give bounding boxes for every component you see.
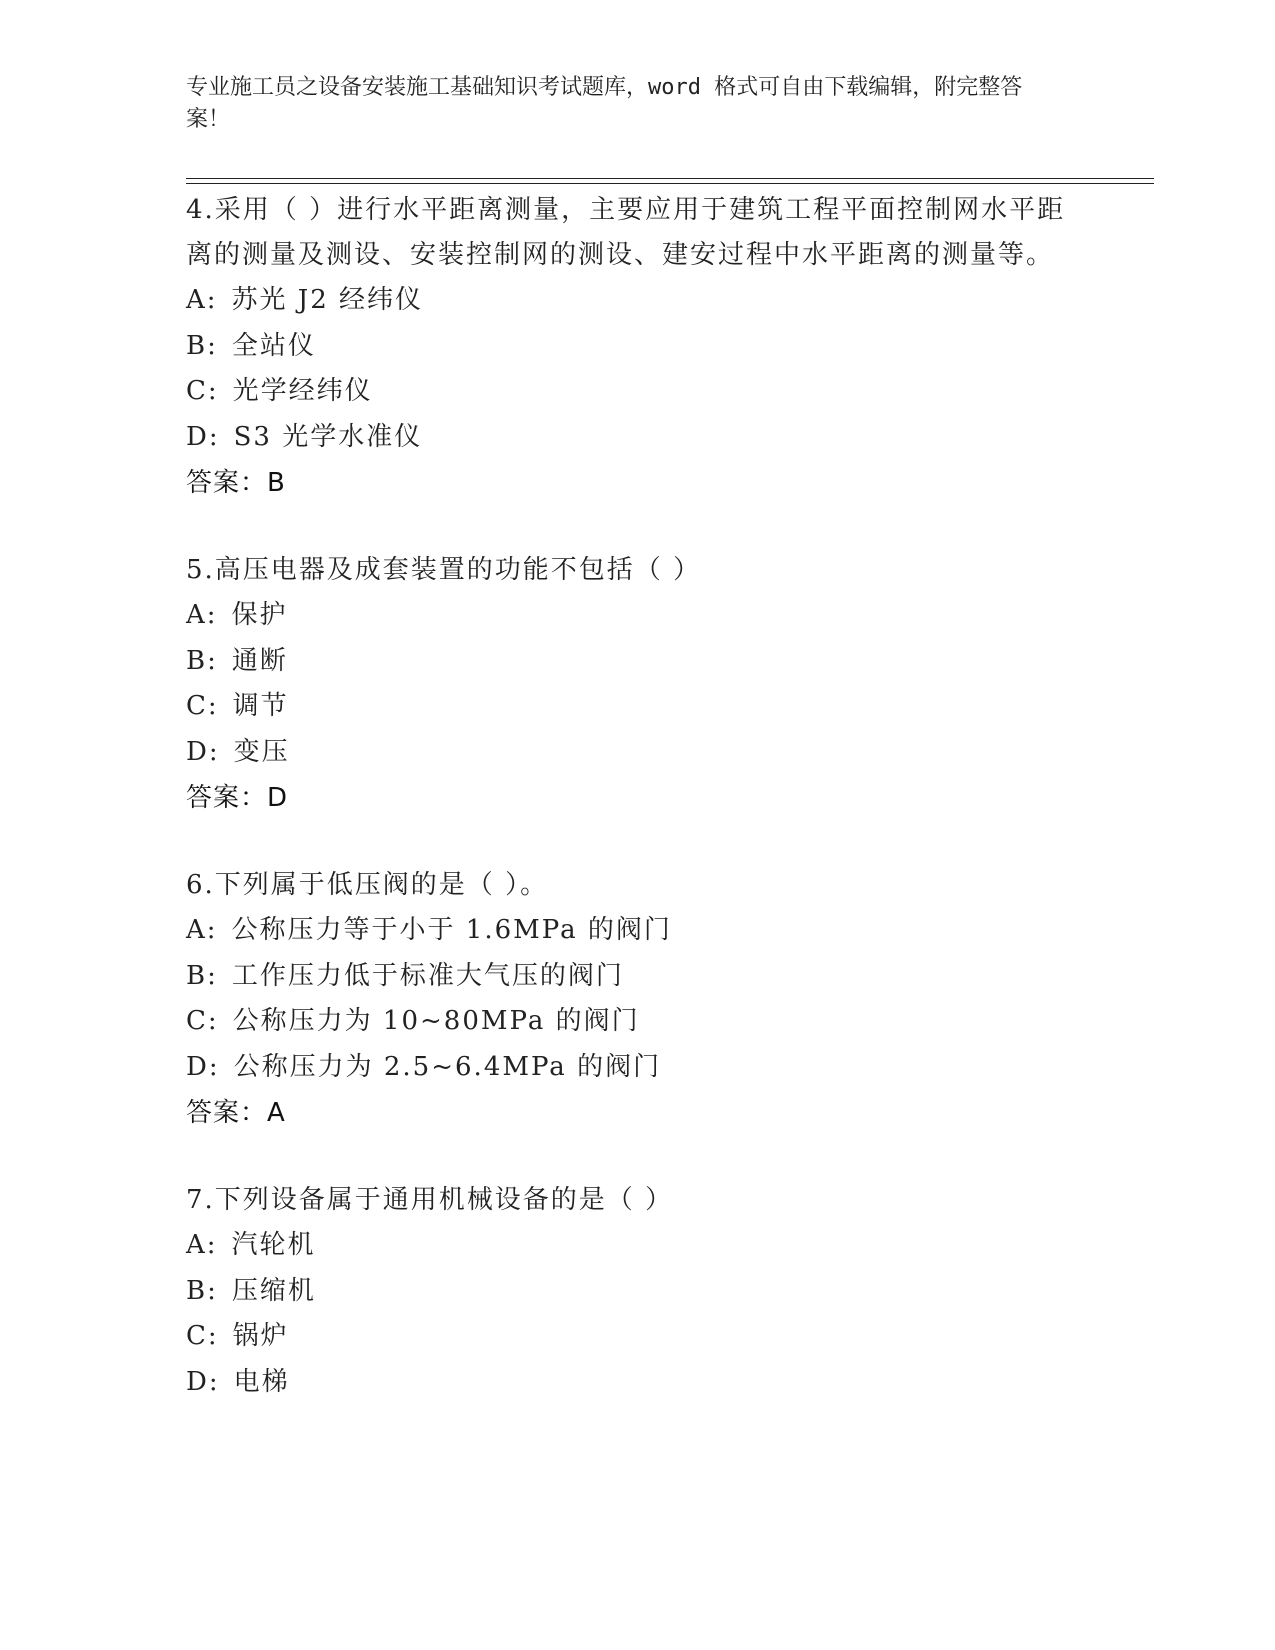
- option-text: 锅炉: [232, 1321, 289, 1351]
- question-5: [186, 548, 1086, 821]
- question-7: [186, 1178, 1086, 1405]
- option-key: A:: [186, 285, 218, 315]
- option-c: [186, 369, 1086, 415]
- option-d: [186, 415, 1086, 461]
- option-text: 公称压力等于小于 1.6MPa 的阀门: [231, 915, 672, 945]
- option-text: 苏光 J2 经纬仪: [231, 285, 424, 315]
- question-stem: 6.下列属于低压阀的是（ ）。: [186, 870, 549, 900]
- option-key: C:: [186, 1006, 219, 1036]
- answer-line: 答案：D: [186, 783, 289, 813]
- option-key: B:: [186, 330, 218, 361]
- question-6: [186, 863, 1086, 1136]
- option-key: A:: [186, 915, 218, 945]
- document-header: [186, 72, 1066, 136]
- option-b: [186, 954, 1086, 1000]
- question-list: [186, 188, 1086, 1447]
- option-text: 公称压力为 2.5~6.4MPa 的阀门: [233, 1051, 662, 1082]
- option-key: B:: [186, 645, 218, 676]
- question-stem: 7.下列设备属于通用机械设备的是（ ）: [186, 1185, 674, 1215]
- option-key: C:: [186, 1321, 219, 1351]
- option-text: 变压: [233, 736, 290, 767]
- option-text: 保护: [231, 600, 288, 630]
- option-key: D:: [186, 1366, 220, 1397]
- option-a: [186, 593, 1086, 639]
- header-divider-bottom: [186, 183, 1154, 184]
- option-c: [186, 1314, 1086, 1360]
- option-key: D:: [186, 1051, 220, 1082]
- option-c: [186, 999, 1086, 1045]
- header-text: 专业施工员之设备安装施工基础知识考试题库，word 格式可自由下载编辑，附完整答案！: [186, 75, 1023, 132]
- answer-line: 答案：A: [186, 1098, 286, 1128]
- question-stem: 4.采用（ ）进行水平距离测量，主要应用于建筑工程平面控制网水平距离的测量及测设、安装控制网的测设、建安过程中水平距离的测量等。: [186, 195, 1066, 270]
- option-text: 电梯: [233, 1366, 290, 1397]
- option-a: [186, 1223, 1086, 1269]
- option-a: [186, 908, 1086, 954]
- option-key: D:: [186, 421, 220, 452]
- header-divider-top: [186, 178, 1154, 179]
- option-text: 光学经纬仪: [232, 376, 373, 406]
- option-key: B:: [186, 960, 218, 991]
- option-text: 调节: [232, 691, 289, 721]
- option-b: [186, 639, 1086, 685]
- option-text: 通断: [231, 645, 288, 676]
- option-d: [186, 1360, 1086, 1406]
- option-d: [186, 730, 1086, 776]
- option-key: A:: [186, 1230, 218, 1260]
- option-b: [186, 324, 1086, 370]
- option-key: B:: [186, 1275, 218, 1306]
- option-text: 公称压力为 10~80MPa 的阀门: [232, 1006, 640, 1036]
- option-key: D:: [186, 736, 220, 767]
- answer-line: 答案：B: [186, 468, 286, 498]
- option-d: [186, 1045, 1086, 1091]
- option-a: [186, 278, 1086, 324]
- option-key: C:: [186, 691, 219, 721]
- option-text: S3 光学水准仪: [233, 421, 423, 452]
- option-text: 汽轮机: [231, 1230, 316, 1260]
- option-c: [186, 684, 1086, 730]
- option-text: 全站仪: [231, 330, 316, 361]
- question-stem: 5.高压电器及成套装置的功能不包括（ ）: [186, 555, 702, 585]
- option-key: A:: [186, 600, 218, 630]
- option-text: 压缩机: [231, 1275, 316, 1306]
- option-text: 工作压力低于标准大气压的阀门: [231, 960, 624, 991]
- option-key: C:: [186, 376, 219, 406]
- option-b: [186, 1269, 1086, 1315]
- question-4: [186, 188, 1086, 506]
